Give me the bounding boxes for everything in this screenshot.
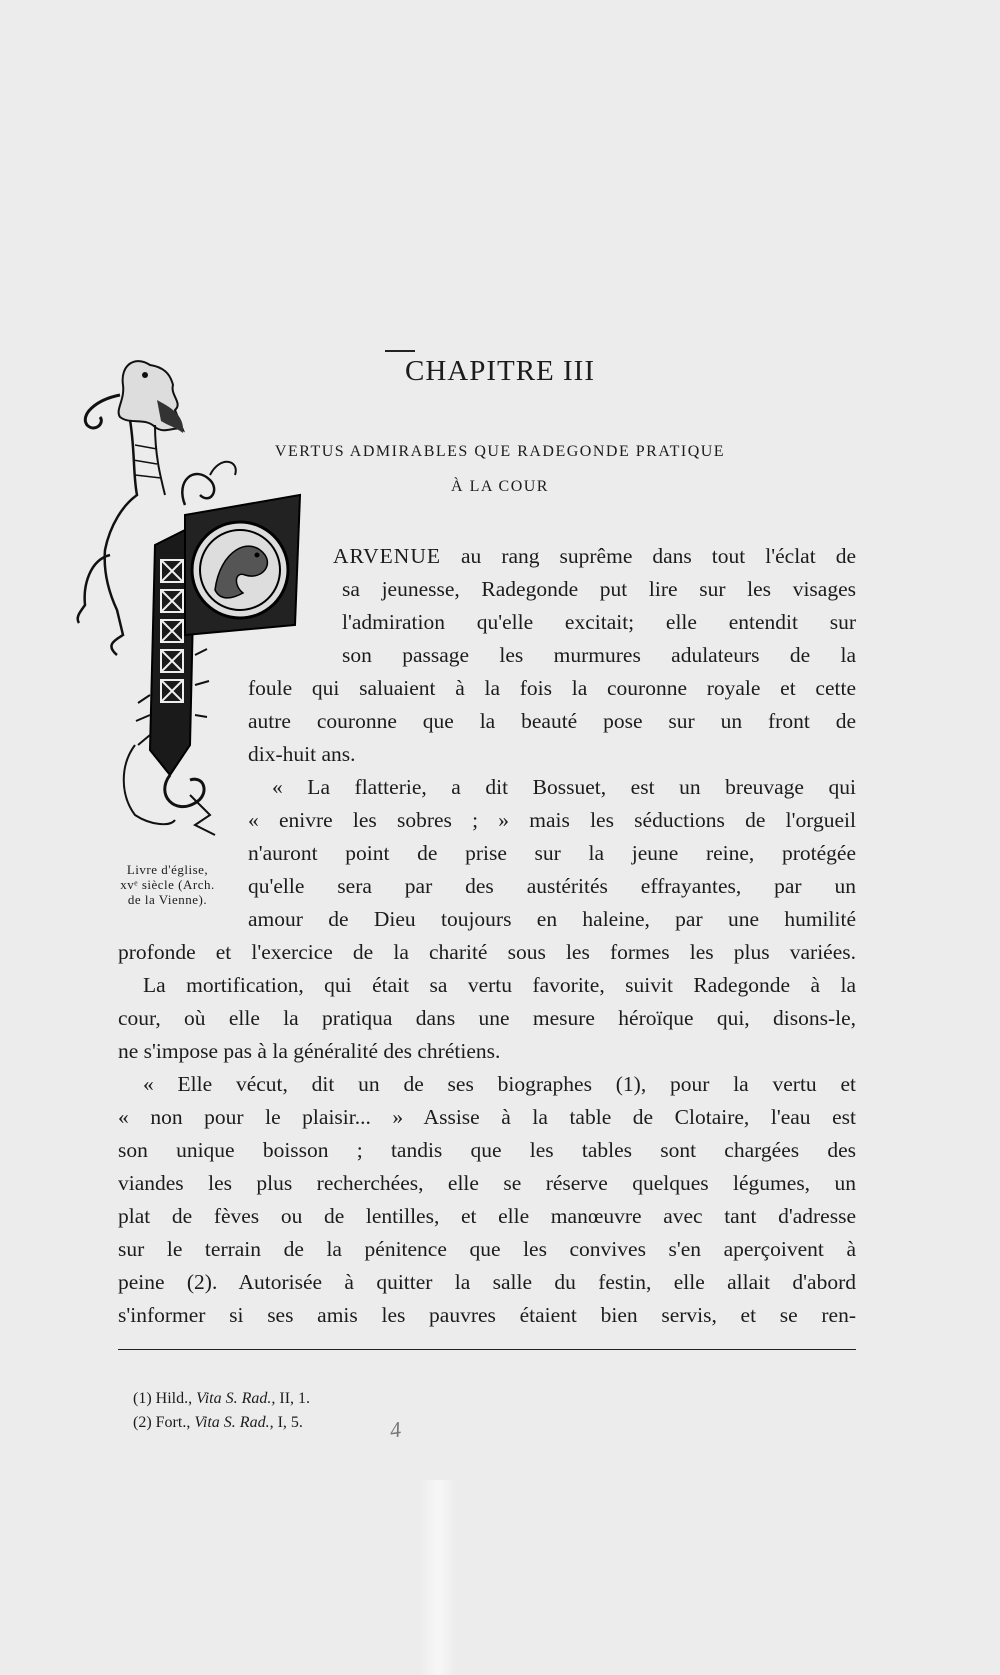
text-line-5: foule qui saluaient à la fois la couronne royale et cette bbox=[248, 676, 856, 700]
handwritten-correction: 4 bbox=[388, 1416, 403, 1443]
text-line-21: plat de fèves ou de lentilles, et elle manœuvre avec tant d'adresse bbox=[118, 1204, 856, 1228]
chapter-subtitle-line2: À LA COUR bbox=[451, 478, 549, 495]
text-line-24: s'informer si ses amis les pauvres étaient bien servis, et se ren- bbox=[118, 1303, 856, 1327]
text-line-16: ne s'impose pas à la généralité des chrétiens. bbox=[118, 1039, 501, 1063]
text-line-12: amour de Dieu toujours en haleine, par une humilité bbox=[248, 907, 856, 931]
footnote-2-author: Fort., bbox=[155, 1414, 191, 1431]
footnote-1-author: Hild., bbox=[155, 1390, 193, 1407]
footnote-2-ref: I, 5. bbox=[277, 1414, 303, 1431]
text-line-22: sur le terrain de la pénitence que les convives s'en aperçoivent à bbox=[118, 1237, 856, 1261]
caption-line-3: de la Vienne). bbox=[127, 892, 208, 907]
text-line-1 bbox=[333, 540, 856, 573]
scan-light-streak bbox=[420, 1480, 456, 1675]
caption-line-2: xvᵉ siècle (Arch. bbox=[120, 877, 215, 892]
text-line-1-rest: au rang suprême dans tout l'éclat de bbox=[441, 544, 856, 568]
first-word-small-caps: ARVENUE bbox=[333, 544, 441, 568]
footnote-1-ref: II, 1. bbox=[279, 1390, 311, 1407]
text-line-6: autre couronne que la beauté pose sur un front de bbox=[248, 709, 856, 733]
text-line-4: son passage les murmures adulateurs de la bbox=[342, 643, 856, 667]
text-line-10: n'auront point de prise sur la jeune reine, protégée bbox=[248, 841, 856, 865]
text-line-9: « enivre les sobres ; » mais les séductions de l'orgueil bbox=[248, 808, 856, 832]
text-line-7: dix-huit ans. bbox=[248, 742, 356, 766]
footnote-2-work: Vita S. Rad., bbox=[194, 1414, 274, 1431]
footnote-2-number: (2) bbox=[133, 1414, 152, 1431]
text-line-15: cour, où elle la pratiqua dans une mesure héroïque qui, disons-le, bbox=[118, 1006, 856, 1030]
text-line-20: viandes les plus recherchées, elle se réserve quelques légumes, un bbox=[118, 1171, 856, 1195]
text-line-14: La mortification, qui était sa vertu favorite, suivit Radegonde à la bbox=[143, 973, 856, 997]
text-line-23: peine (2). Autorisée à quitter la salle du festin, elle allait d'abord bbox=[118, 1270, 856, 1294]
caption-line-1: Livre d'église, bbox=[126, 862, 209, 877]
text-line-13: profonde et l'exercice de la charité sous les formes les plus variées. bbox=[118, 940, 856, 964]
text-line-17: « Elle vécut, dit un de ses biographes (1), pour la vertu et bbox=[143, 1072, 856, 1096]
footnote-1-work: Vita S. Rad., bbox=[196, 1390, 276, 1407]
footnote-rule bbox=[118, 1349, 856, 1350]
footnote-1 bbox=[133, 1387, 310, 1411]
text-line-11: qu'elle sera par des austérités effrayantes, par un bbox=[248, 874, 856, 898]
title-rule bbox=[385, 350, 415, 352]
chapter-subtitle-line1: VERTUS ADMIRABLES QUE RADEGONDE PRATIQUE bbox=[274, 443, 726, 460]
text-line-18: « non pour le plaisir... » Assise à la table de Clotaire, l'eau est bbox=[118, 1105, 856, 1129]
text-line-19: son unique boisson ; tandis que les tables sont chargées des bbox=[118, 1138, 856, 1162]
illustration-caption bbox=[100, 862, 235, 907]
footnote-2 bbox=[133, 1411, 303, 1435]
footnote-1-number: (1) bbox=[133, 1390, 152, 1407]
text-line-3: l'admiration qu'elle excitait; elle entendit sur bbox=[342, 610, 856, 634]
chapter-title: CHAPITRE III bbox=[404, 355, 595, 387]
text-line-2: sa jeunesse, Radegonde put lire sur les visages bbox=[342, 577, 856, 601]
text-line-8: « La flatterie, a dit Bossuet, est un breuvage qui bbox=[272, 775, 856, 799]
